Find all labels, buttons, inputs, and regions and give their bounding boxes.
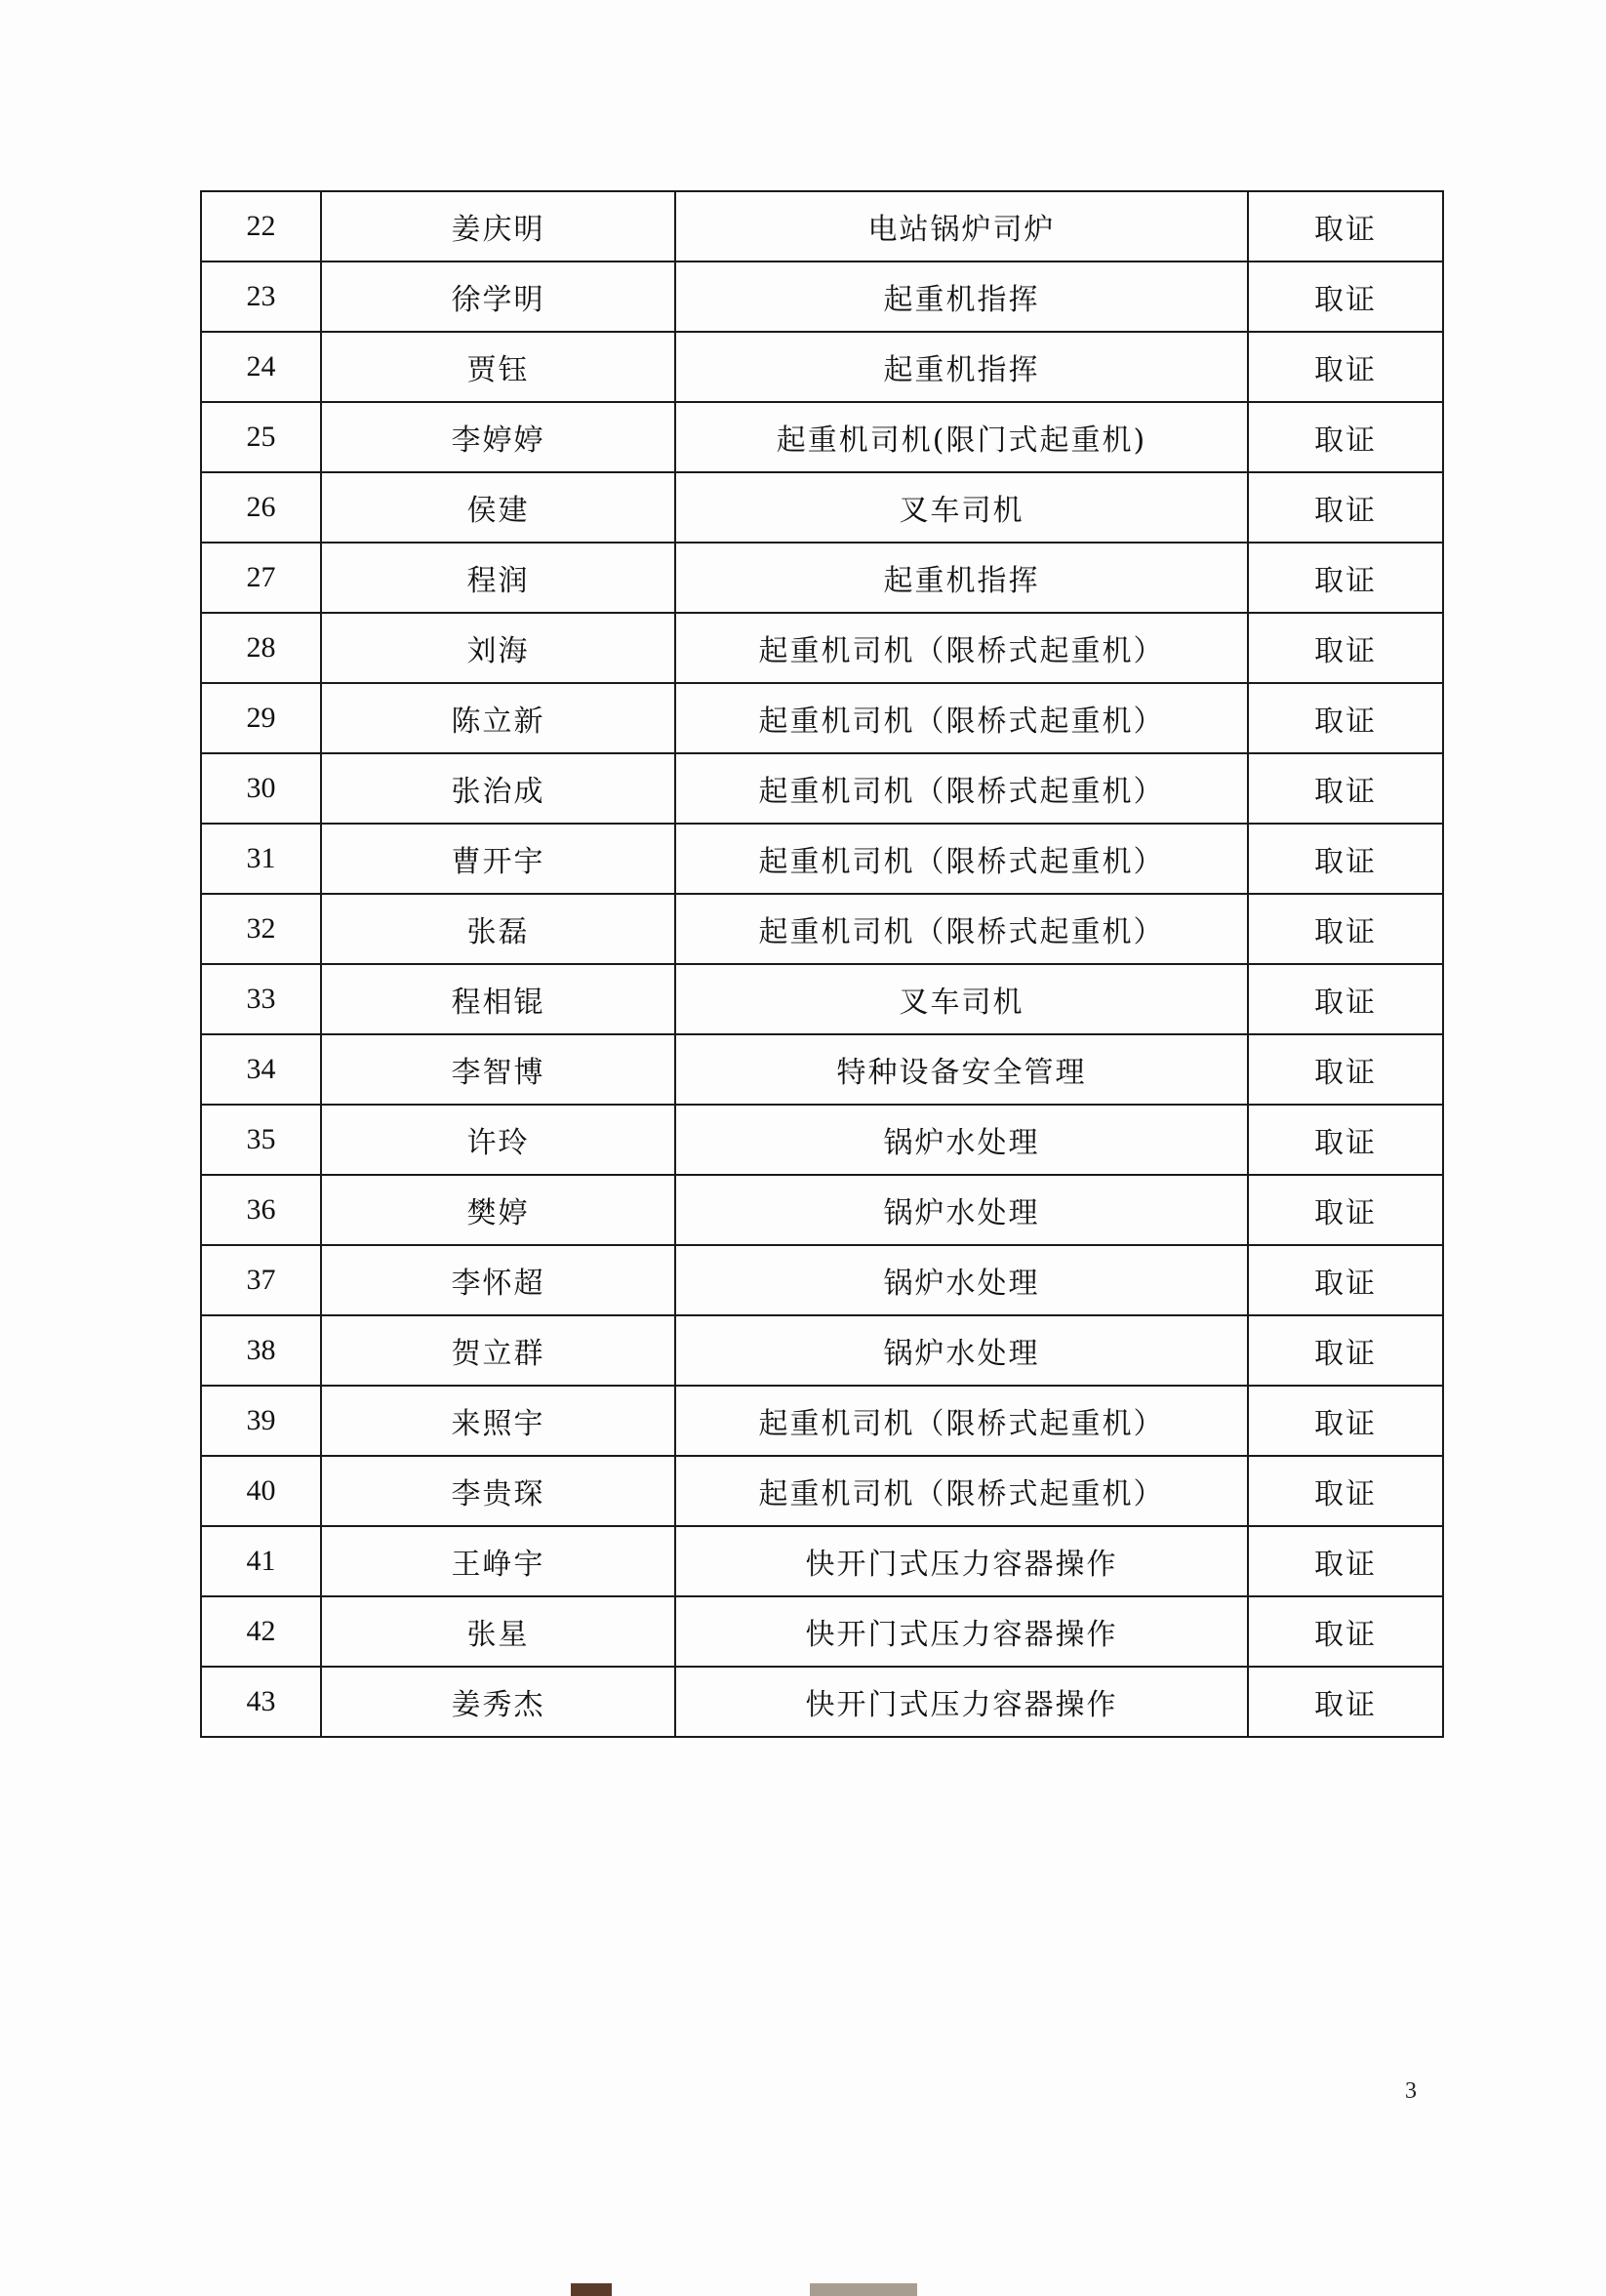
person-name-cell: 刘海 (321, 613, 675, 683)
certificate-category-cell: 快开门式压力容器操作 (675, 1667, 1248, 1737)
person-name-cell: 徐学明 (321, 262, 675, 332)
certificate-category-cell: 电站锅炉司炉 (675, 191, 1248, 262)
person-name-cell: 王峥宇 (321, 1526, 675, 1596)
table-row (201, 262, 1443, 332)
person-name-cell: 李怀超 (321, 1245, 675, 1315)
table-row (201, 1456, 1443, 1526)
certificate-category-cell: 特种设备安全管理 (675, 1034, 1248, 1105)
person-name-cell: 许玲 (321, 1105, 675, 1175)
person-name-cell: 曹开宇 (321, 824, 675, 894)
status-cell: 取证 (1248, 613, 1443, 683)
person-name-cell: 李婷婷 (321, 402, 675, 472)
certificate-category-cell: 锅炉水处理 (675, 1175, 1248, 1245)
certification-table (200, 190, 1444, 1738)
status-cell: 取证 (1248, 894, 1443, 964)
row-number-cell: 42 (201, 1596, 321, 1667)
row-number-cell: 30 (201, 753, 321, 824)
certificate-category-cell: 快开门式压力容器操作 (675, 1526, 1248, 1596)
row-number-cell: 43 (201, 1667, 321, 1737)
person-name-cell: 来照宇 (321, 1386, 675, 1456)
table-row (201, 191, 1443, 262)
certificate-category-cell: 叉车司机 (675, 964, 1248, 1034)
page-number: 3 (1405, 2078, 1417, 2104)
row-number-cell: 37 (201, 1245, 321, 1315)
certificate-category-cell: 起重机指挥 (675, 262, 1248, 332)
table-row (201, 332, 1443, 402)
row-number-cell: 34 (201, 1034, 321, 1105)
person-name-cell: 程润 (321, 543, 675, 613)
row-number-cell: 22 (201, 191, 321, 262)
certificate-category-cell: 快开门式压力容器操作 (675, 1596, 1248, 1667)
table-row (201, 1526, 1443, 1596)
status-cell: 取证 (1248, 1175, 1443, 1245)
row-number-cell: 32 (201, 894, 321, 964)
status-cell: 取证 (1248, 824, 1443, 894)
status-cell: 取证 (1248, 332, 1443, 402)
table-row (201, 1315, 1443, 1386)
certificate-category-cell: 起重机司机（限桥式起重机） (675, 824, 1248, 894)
person-name-cell: 张治成 (321, 753, 675, 824)
status-cell: 取证 (1248, 1667, 1443, 1737)
row-number-cell: 33 (201, 964, 321, 1034)
scan-edge-mark (810, 2283, 917, 2296)
person-name-cell: 姜庆明 (321, 191, 675, 262)
certificate-category-cell: 锅炉水处理 (675, 1245, 1248, 1315)
row-number-cell: 24 (201, 332, 321, 402)
table-row (201, 753, 1443, 824)
certificate-category-cell: 起重机司机（限桥式起重机） (675, 894, 1248, 964)
certificate-category-cell: 起重机司机（限桥式起重机） (675, 683, 1248, 753)
certificate-category-cell: 起重机指挥 (675, 543, 1248, 613)
table-row (201, 824, 1443, 894)
row-number-cell: 28 (201, 613, 321, 683)
row-number-cell: 31 (201, 824, 321, 894)
row-number-cell: 36 (201, 1175, 321, 1245)
status-cell: 取证 (1248, 472, 1443, 543)
status-cell: 取证 (1248, 262, 1443, 332)
status-cell: 取证 (1248, 1105, 1443, 1175)
table-row (201, 1596, 1443, 1667)
certificate-category-cell: 起重机指挥 (675, 332, 1248, 402)
status-cell: 取证 (1248, 683, 1443, 753)
row-number-cell: 26 (201, 472, 321, 543)
person-name-cell: 李智博 (321, 1034, 675, 1105)
status-cell: 取证 (1248, 1596, 1443, 1667)
certificate-category-cell: 锅炉水处理 (675, 1315, 1248, 1386)
row-number-cell: 27 (201, 543, 321, 613)
certificate-category-cell: 叉车司机 (675, 472, 1248, 543)
table-row (201, 1667, 1443, 1737)
status-cell: 取证 (1248, 191, 1443, 262)
certificate-category-cell: 起重机司机（限桥式起重机） (675, 613, 1248, 683)
status-cell: 取证 (1248, 753, 1443, 824)
certificate-category-cell: 起重机司机（限桥式起重机） (675, 753, 1248, 824)
person-name-cell: 姜秀杰 (321, 1667, 675, 1737)
status-cell: 取证 (1248, 1526, 1443, 1596)
status-cell: 取证 (1248, 964, 1443, 1034)
person-name-cell: 樊婷 (321, 1175, 675, 1245)
status-cell: 取证 (1248, 1315, 1443, 1386)
person-name-cell: 贾钰 (321, 332, 675, 402)
scan-edge-mark (571, 2283, 612, 2296)
row-number-cell: 39 (201, 1386, 321, 1456)
table-row (201, 1105, 1443, 1175)
table-row (201, 472, 1443, 543)
row-number-cell: 35 (201, 1105, 321, 1175)
status-cell: 取证 (1248, 543, 1443, 613)
table-row (201, 1034, 1443, 1105)
certificate-category-cell: 起重机司机（限桥式起重机） (675, 1386, 1248, 1456)
person-name-cell: 张星 (321, 1596, 675, 1667)
person-name-cell: 李贵琛 (321, 1456, 675, 1526)
person-name-cell: 张磊 (321, 894, 675, 964)
table-row (201, 1386, 1443, 1456)
status-cell: 取证 (1248, 1386, 1443, 1456)
certificate-category-cell: 起重机司机（限桥式起重机） (675, 1456, 1248, 1526)
table-row (201, 894, 1443, 964)
row-number-cell: 29 (201, 683, 321, 753)
table-row (201, 683, 1443, 753)
row-number-cell: 40 (201, 1456, 321, 1526)
person-name-cell: 陈立新 (321, 683, 675, 753)
certificate-category-cell: 锅炉水处理 (675, 1105, 1248, 1175)
status-cell: 取证 (1248, 1245, 1443, 1315)
status-cell: 取证 (1248, 1456, 1443, 1526)
row-number-cell: 23 (201, 262, 321, 332)
table-row (201, 613, 1443, 683)
person-name-cell: 程相锟 (321, 964, 675, 1034)
status-cell: 取证 (1248, 1034, 1443, 1105)
row-number-cell: 38 (201, 1315, 321, 1386)
person-name-cell: 侯建 (321, 472, 675, 543)
certificate-category-cell: 起重机司机(限门式起重机) (675, 402, 1248, 472)
table-row (201, 964, 1443, 1034)
table-row (201, 402, 1443, 472)
person-name-cell: 贺立群 (321, 1315, 675, 1386)
table-row (201, 1245, 1443, 1315)
status-cell: 取证 (1248, 402, 1443, 472)
row-number-cell: 41 (201, 1526, 321, 1596)
table-row (201, 543, 1443, 613)
table-body (201, 191, 1443, 1737)
row-number-cell: 25 (201, 402, 321, 472)
table-row (201, 1175, 1443, 1245)
